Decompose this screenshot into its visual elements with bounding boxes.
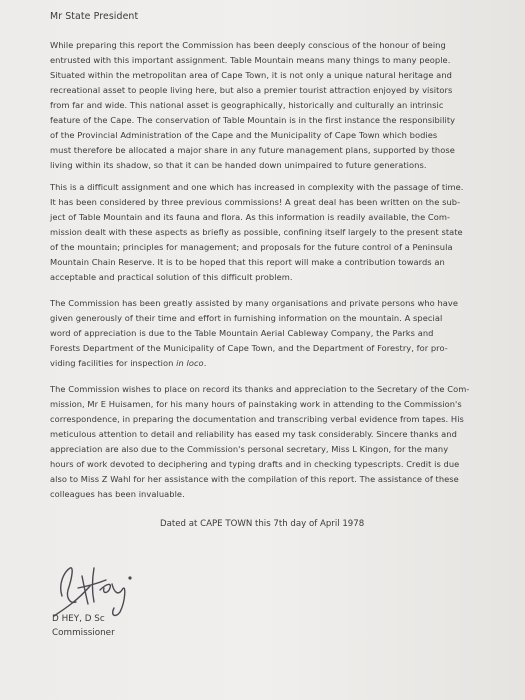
paragraph-line: correspondence, in preparing the documentation and transcribing verbal evidence from tapes. His (50, 414, 464, 424)
paragraph-line: also to Miss Z Wahl for her assistance with the compilation of this report. The assistance of these (50, 474, 459, 484)
paragraph-1 (50, 38, 480, 173)
paragraph-3 (50, 296, 480, 371)
paragraph-line (50, 356, 480, 371)
paragraph-line: given generously of their time and effort in furnishing information on the mountain. A special (50, 313, 443, 323)
paragraph-line: recreational asset to people living here, but also a premier tourist attraction enjoyed by visitors (50, 85, 453, 95)
paragraph-line: While preparing this report the Commission has been deeply conscious of the honour of being (50, 40, 446, 50)
paragraph-line: must therefore be allocated a major share in any future management plans, supported by those (50, 145, 455, 155)
paragraph-line: from far and wide. This national asset is geographically, historically and culturally an intrinsic (50, 100, 444, 110)
paragraph-line: Forests Department of the Municipality of Cape Town, and the Department of Forestry, for pro- (50, 343, 448, 353)
paragraph-line: meticulous attention to detail and reliability has eased my task considerably. Sincere thanks and (50, 429, 457, 439)
paragraph-line: word of appreciation is due to the Table Mountain Aerial Cableway Company, the Parks and (50, 328, 434, 338)
signatory-title: Commissioner (52, 628, 115, 638)
paragraph-line: This is a difficult assignment and one which has increased in complexity with the passage of time. (50, 182, 464, 192)
paragraph-line: Situated within the metropolitan area of Cape Town, it is not only a unique natural heritage and (50, 70, 452, 80)
paragraph-line: of the Provincial Administration of the Cape and the Municipality of Cape Town which bodies (50, 130, 438, 140)
paragraph-line: acceptable and practical solution of this difficult problem. (50, 272, 293, 282)
signatory-name: D HEY, D Sc (52, 614, 105, 624)
italic-phrase: in loco (176, 358, 204, 368)
paragraph-line: of the mountain; principles for management; and proposals for the future control of a Peninsula (50, 242, 453, 252)
paragraph-4 (50, 382, 480, 502)
line-punctuation: . (203, 358, 207, 368)
paragraph-line: The Commission has been greatly assisted by many organisations and private persons who have (50, 298, 458, 308)
paragraph-line: feature of the Cape. The conservation of Table Mountain is in the first instance the responsibility (50, 115, 456, 125)
paragraph-line: mission dealt with these aspects as briefly as possible, confining itself largely to the present state (50, 227, 463, 237)
paragraph-line: mission, Mr E Huisamen, for his many hours of painstaking work in attending to the Commission's (50, 399, 462, 409)
paragraph-line: hours of work devoted to deciphering and typing drafts and in checking typescripts. Credit is due (50, 459, 460, 469)
paragraph-line: colleagues has been invaluable. (50, 489, 185, 499)
paragraph-2 (50, 180, 480, 285)
paragraph-line: appreciation are also due to the Commission's personal secretary, Miss L Kingon, for the many (50, 444, 449, 454)
paragraph-line: entrusted with this important assignment. Table Mountain means many things to many people. (50, 55, 451, 65)
paragraph-line: Mountain Chain Reserve. It is to be hoped that this report will make a contribution towards an (50, 257, 445, 267)
paragraph-line: living within its shadow, so that it can be handed down unimpaired to future generations. (50, 160, 427, 170)
paragraph-line: ject of Table Mountain and its fauna and flora. As this information is readily available, the Com- (50, 212, 451, 222)
salutation: Mr State President (50, 11, 139, 22)
line-text: viding facilities for inspection (50, 358, 177, 368)
paragraph-line: The Commission wishes to place on record its thanks and appreciation to the Secretary of the Com- (50, 384, 470, 394)
paragraph-line: It has been considered by three previous commissions! A great deal has been written on the sub- (50, 197, 461, 207)
dated-line: Dated at CAPE TOWN this 7th day of April 1978 (160, 519, 365, 529)
